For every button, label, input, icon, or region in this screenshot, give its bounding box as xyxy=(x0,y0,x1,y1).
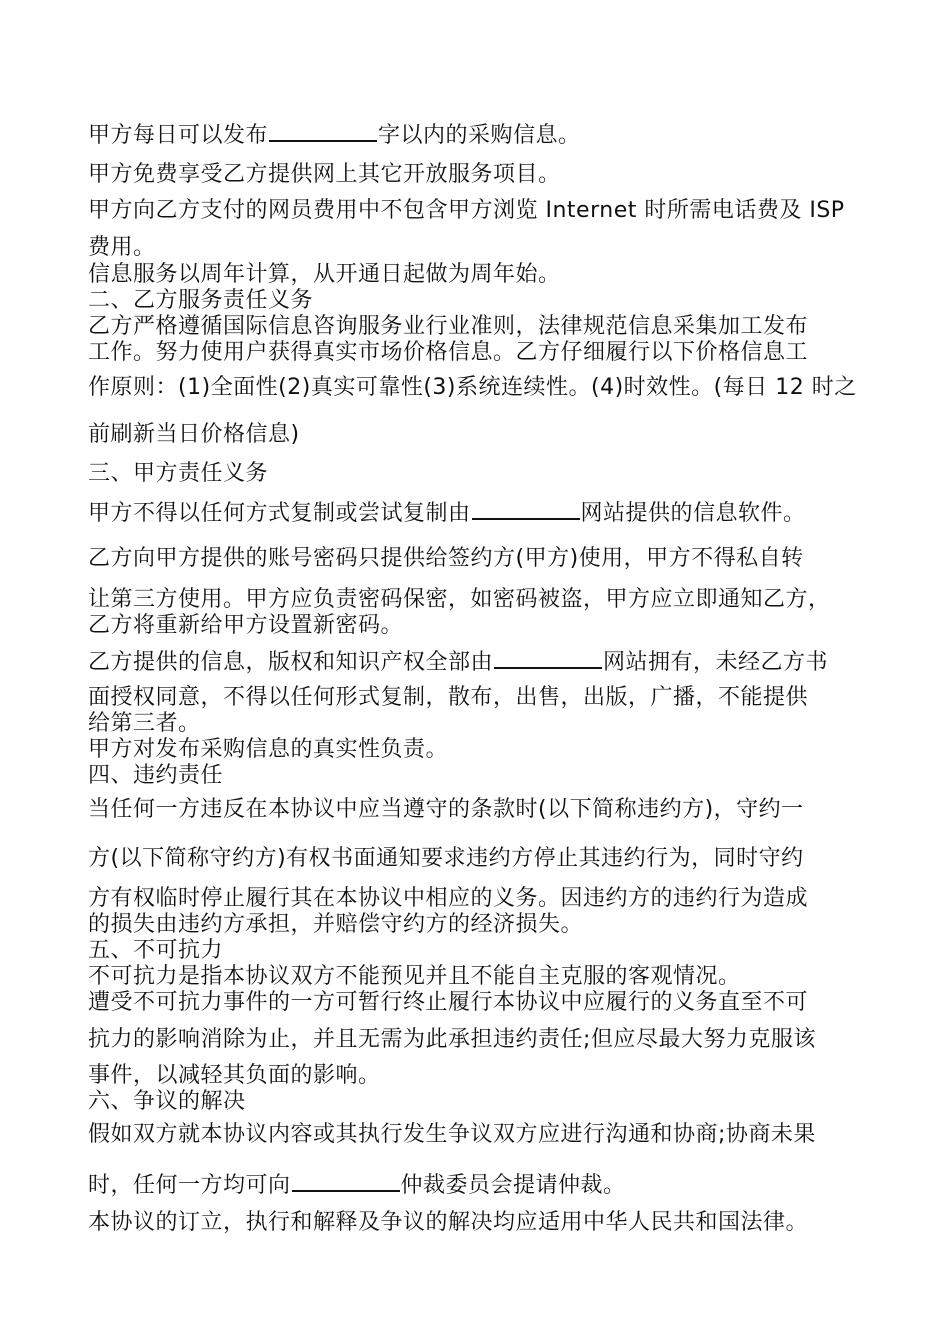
fill-in-blank xyxy=(494,647,602,669)
fill-in-blank xyxy=(472,498,580,520)
text-line: 工作。努力使用户获得真实市场价格信息。乙方仔细履行以下价格信息工 xyxy=(88,340,809,365)
text-line: 遭受不可抗力事件的一方可暂行终止履行本协议中应履行的义务直至不可 xyxy=(88,990,809,1015)
text-segment: 乙方提供的信息，版权和知识产权全部由 xyxy=(88,650,494,675)
text-line: 的损失由违约方承担，并赔偿守约方的经济损失。 xyxy=(88,912,584,937)
text-line: 事件，以减轻其负面的影响。 xyxy=(88,1063,381,1088)
text-line xyxy=(88,647,828,676)
text-line: 面授权同意，不得以任何形式复制，散布，出售，出版，广播，不能提供 xyxy=(88,685,809,710)
text-line: 作原则：(1)全面性(2)真实可靠性(3)系统连续性。(4)时效性。(每日 12 时之 xyxy=(88,375,857,400)
text-segment: 仲裁委员会提请仲裁。 xyxy=(400,1173,626,1198)
text-segment: 甲方每日可以发布 xyxy=(88,123,269,148)
text-segment: 网站拥有，未经乙方书 xyxy=(603,650,829,675)
text-segment: 网站提供的信息软件。 xyxy=(580,501,806,526)
text-line: 给第三者。 xyxy=(88,711,201,736)
text-line: 甲方免费享受乙方提供网上其它开放服务项目。 xyxy=(88,162,561,187)
section-heading: 六、争议的解决 xyxy=(88,1089,246,1114)
text-segment: 甲方不得以任何方式复制或尝试复制由 xyxy=(88,501,471,526)
text-line: 方(以下简称守约方)有权书面通知要求违约方停止其违约行为，同时守约 xyxy=(88,846,804,871)
text-line: 乙方将重新给甲方设置新密码。 xyxy=(88,613,404,638)
section-heading: 四、违约责任 xyxy=(88,763,224,788)
text-segment: 时，任何一方均可向 xyxy=(88,1173,291,1198)
text-segment: 字以内的采购信息。 xyxy=(378,123,581,148)
text-line xyxy=(88,498,806,527)
text-line: 甲方对发布采购信息的真实性负责。 xyxy=(88,737,449,762)
text-line: 乙方向甲方提供的账号密码只提供给签约方(甲方)使用，甲方不得私自转 xyxy=(88,546,804,571)
text-line: 不可抗力是指本协议双方不能预见并且不能自主克服的客观情况。 xyxy=(88,964,741,989)
section-heading: 三、甲方责任义务 xyxy=(88,461,269,486)
fill-in-blank xyxy=(269,120,377,142)
section-heading: 二、乙方服务责任义务 xyxy=(88,288,314,313)
section-heading: 五、不可抗力 xyxy=(88,938,224,963)
text-line: 当任何一方违反在本协议中应当遵守的条款时(以下简称违约方)，守约一 xyxy=(88,797,804,822)
text-line: 乙方严格遵循国际信息咨询服务业行业准则，法律规范信息采集加工发布 xyxy=(88,314,809,339)
text-line: 费用。 xyxy=(88,235,156,260)
text-line: 本协议的订立，执行和解释及争议的解决均应适用中华人民共和国法律。 xyxy=(88,1210,809,1235)
text-line: 假如双方就本协议内容或其执行发生争议双方应进行沟通和协商;协商未果 xyxy=(88,1122,816,1147)
text-line xyxy=(88,1170,626,1199)
text-line: 甲方向乙方支付的网员费用中不包含甲方浏览 Internet 时所需电话费及 ISP xyxy=(88,198,845,223)
fill-in-blank xyxy=(292,1170,400,1192)
text-line: 信息服务以周年计算，从开通日起做为周年始。 xyxy=(88,262,561,287)
text-line xyxy=(88,120,581,149)
text-line: 抗力的影响消除为止，并且无需为此承担违约责任;但应尽最大努力克服该 xyxy=(88,1027,816,1052)
text-line: 让第三方使用。甲方应负责密码保密，如密码被盗，甲方应立即通知乙方， xyxy=(88,587,831,612)
text-line: 方有权临时停止履行其在本协议中相应的义务。因违约方的违约行为造成 xyxy=(88,886,809,911)
text-line: 前刷新当日价格信息) xyxy=(88,422,300,447)
